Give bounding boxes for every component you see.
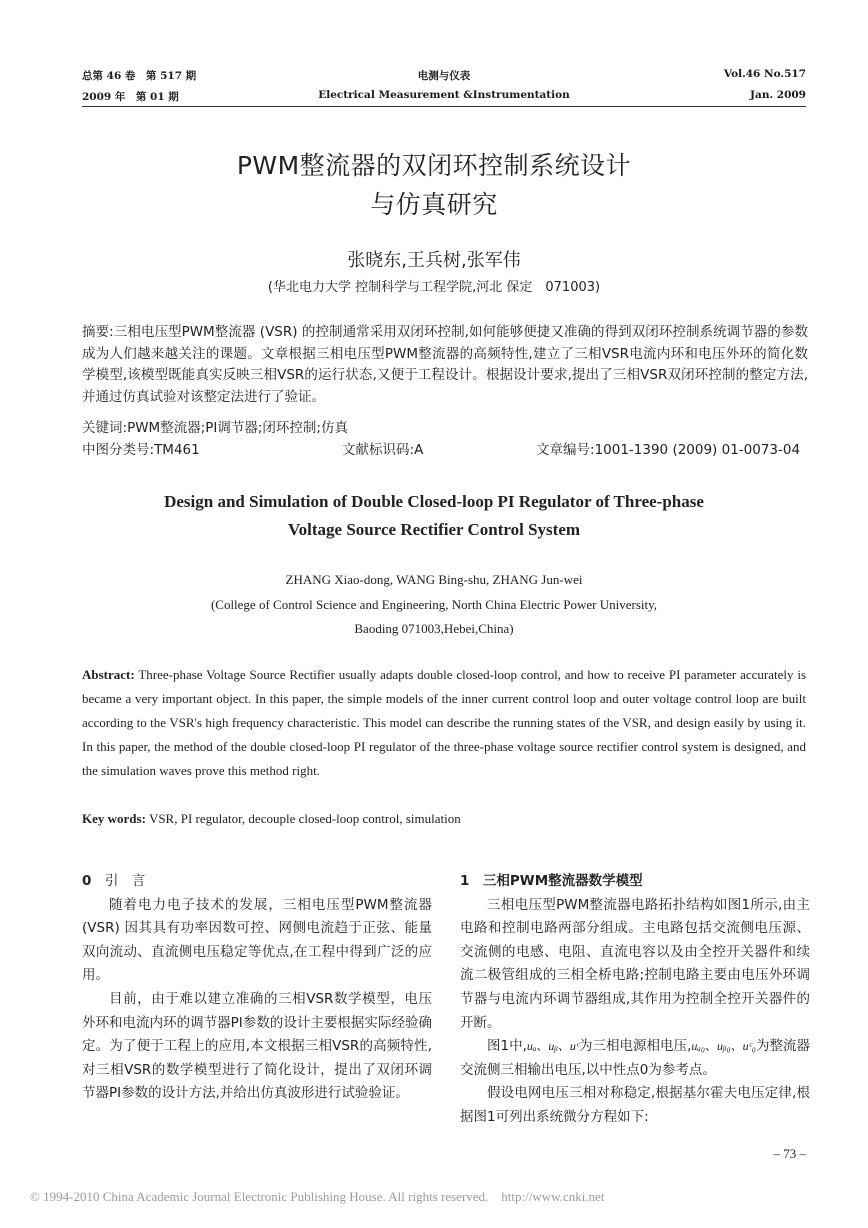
- clc-number: [82, 440, 200, 462]
- header-journal-en: Electrical Measurement &Instrumentation: [318, 89, 570, 101]
- section-0: [82, 870, 432, 1106]
- copyright-footer: © 1994-2010 China Academic Journal Electronic Publishing House. All rights reserved. http://www.cnki.net: [30, 1189, 605, 1204]
- keywords-en: [82, 807, 806, 831]
- abstract-cn: [82, 322, 808, 408]
- header-date: Jan. 2009: [750, 89, 806, 101]
- article-label: 文章编号:: [536, 442, 595, 458]
- section-0-number: 0: [82, 873, 92, 889]
- header-year-issue: 2009 年 第 01 期: [82, 91, 179, 103]
- keywords-en-label: Key words:: [82, 811, 146, 826]
- section-1-number: 1: [460, 873, 470, 889]
- affiliation-en-line2: Baoding 071003,Hebei,China): [354, 621, 514, 636]
- section-1-p2-prefix: 图1中,: [487, 1038, 527, 1055]
- paper-title-line2: 与仿真研究: [370, 190, 498, 219]
- affiliation-en-line1: (College of Control Science and Engineering, North China Electric Power University,: [210, 597, 658, 612]
- section-1-title: 三相PWM整流器数学模型: [482, 873, 643, 889]
- affiliation-cn: (华北电力大学 控制科学与工程学院,河北 保定 071003): [267, 280, 601, 295]
- en-title-line1: Design and Simulation of Double Closed-loop PI Regulator of Three-phase: [164, 492, 704, 511]
- section-0-paragraph-2: 目前，由于难以建立准确的三相VSR数学模型，电压外环和电流内环的调节器PI参数的设计主要根据实际经验确定。为了便于工程上的应用,本文根据三相VSR的高频特性,对三相VSR的数学模型进行了简化设计，提出了双闭环调节器PI参数的设计方法,并给出仿真波形进行试验验证。: [82, 990, 432, 1102]
- authors-cn: 张晓东,王兵树,张军伟: [347, 250, 521, 271]
- section-1-paragraph-3: 假设电网电压三相对称稳定,根据基尔霍夫电压定律,根据图1可列出系统微分方程如下:: [460, 1085, 810, 1125]
- section-0-paragraph-1: 随着电力电子技术的发展，三相电压型PWM整流器 (VSR) 因其具有功率因数可控、网侧电流趋于正弦、能量双向流动、直流侧电压稳定等优点,在工程中得到广泛的应用。: [82, 896, 432, 984]
- abstract-en-label: Abstract:: [82, 667, 135, 682]
- page-number: – 73 –: [773, 1146, 806, 1161]
- rectifier-voltage-vars: uₐ₀、uᵦ₀、uᶜ₀: [691, 1039, 756, 1054]
- doc-code: [342, 440, 423, 462]
- clc-label: 中图分类号:: [82, 442, 155, 458]
- clc-value: TM461: [154, 442, 200, 458]
- doc-label: 文献标识码:: [342, 442, 415, 458]
- abstract-cn-text: 三相电压型PWM整流器 (VSR) 的控制通常采用双闭环控制,如何能够便捷又准确的得到双闭环控制系统调节器的参数成为人们越来越关注的课题。文章根据三相电压型PWM整流器的高频特性,建立了三相VSR电流内环和电压外环的简化数学模型,该模型既能真实反映三相VSR的运行状态,又便于工程设计。根据设计要求,提出了三相VSR双闭环控制的整定方法,并通过仿真试验对该整定法进行了验证。: [82, 324, 808, 405]
- keywords-cn-label: 关键词:: [82, 420, 128, 436]
- section-1-paragraph-1: 三相电压型PWM整流器电路拓扑结构如图1所示,由主电路和控制电路两部分组成。主电路包括交流侧电压源、交流侧的电感、电阻、直流电容以及由全控开关器件和续流二极管组成的三相全桥电路;控制电路主要由电压外环调节器与电流内环调节器组成,其作用为控制全控开关器件的开断。: [460, 896, 810, 1031]
- article-number: [536, 440, 800, 462]
- header-volume: 总第 46 卷 第 517 期: [82, 70, 197, 82]
- abstract-en-text: Three-phase Voltage Source Rectifier usually adapts double closed-loop control, and how to receive PI parameter accurately is became a very important object. In this paper, the simple models of the inner current control loop and outer voltage control loop are built according to the VSR's high frequency characteristic. This model can describe the running states of the VSR, and design easily by using it. In this paper, the method of the double closed-loop PI regulator of the three-phase voltage source rectifier control system is designed, and the simulation waves prove this method right.: [82, 667, 807, 778]
- header-vol-no: Vol.46 No.517: [723, 68, 806, 80]
- keywords-cn-text: PWM整流器;PI调节器;闭环控制;仿真: [127, 420, 348, 436]
- source-voltage-vars: uₐ、uᵦ、uᶜ: [526, 1039, 580, 1054]
- header-journal-cn: 电测与仪表: [417, 70, 471, 82]
- section-1-p2-mid: 为三相电源相电压,: [579, 1038, 692, 1055]
- section-1: [460, 870, 810, 1130]
- doc-value: A: [414, 442, 424, 458]
- section-1-heading: [460, 870, 810, 894]
- paper-title-line1: PWM整流器的双闭环控制系统设计: [236, 151, 632, 180]
- section-0-title: 引 言: [104, 873, 146, 889]
- section-0-heading: [82, 870, 432, 894]
- keywords-cn: [82, 418, 348, 440]
- header-rule: [82, 106, 806, 107]
- keywords-en-text: VSR, PI regulator, decouple closed-loop control, simulation: [148, 811, 461, 826]
- section-1-p2-suffix: 为整流器交流侧三相输出电压,以中性点0为参考点。: [460, 1038, 811, 1078]
- en-title-line2: Voltage Source Rectifier Control System: [287, 520, 581, 539]
- article-value: 1001-1390 (2009) 01-0073-04: [594, 442, 801, 458]
- authors-en: ZHANG Xiao-dong, WANG Bing-shu, ZHANG Jun-wei: [285, 572, 583, 587]
- abstract-cn-label: 摘要:: [82, 324, 114, 340]
- abstract-en: [82, 663, 806, 783]
- section-1-paragraph-2: [460, 1035, 810, 1082]
